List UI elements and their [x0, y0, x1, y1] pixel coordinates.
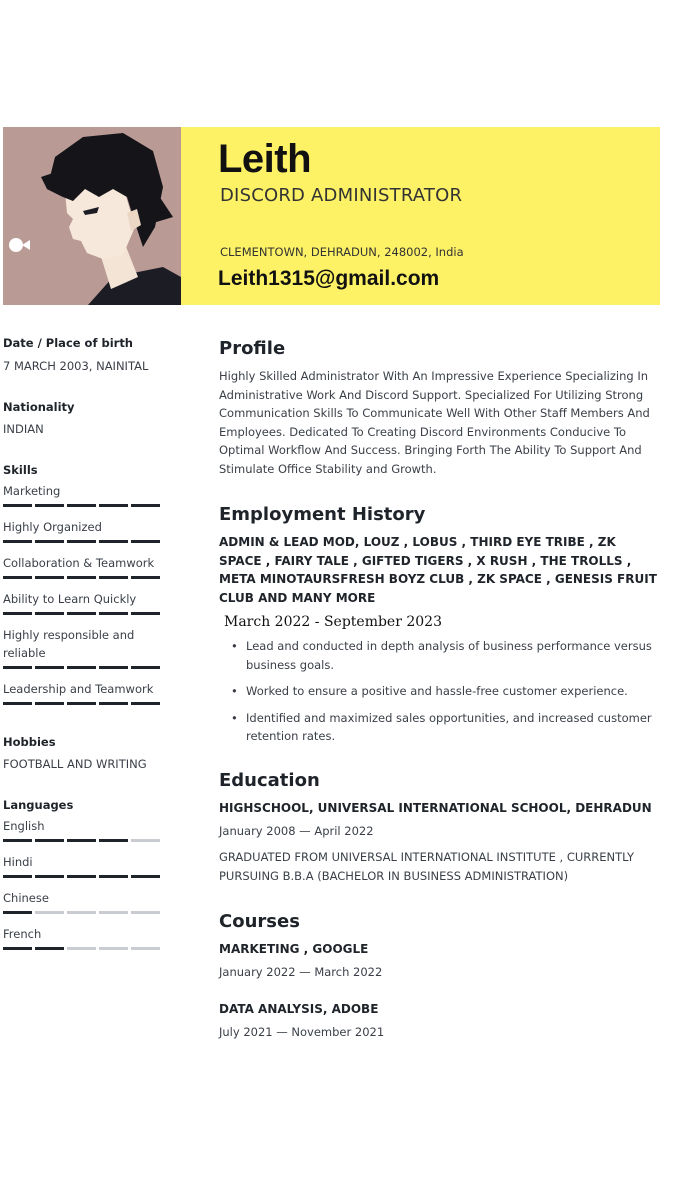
level-segment: [99, 875, 128, 878]
level-segment: [99, 839, 128, 842]
level-segment: [131, 576, 160, 579]
address: CLEMENTOWN, DEHRADUN, 248002, India: [220, 245, 464, 259]
skill-item: [3, 590, 161, 615]
skill-name: Marketing: [3, 484, 61, 498]
skill-level-bar: [3, 540, 161, 543]
language-item: [3, 853, 161, 878]
level-segment: [35, 504, 64, 507]
skill-level-bar: [3, 612, 161, 615]
language-level-bar: [3, 947, 161, 950]
level-segment: [35, 839, 64, 842]
level-segment: [67, 666, 96, 669]
employment-dates: March 2022 - September 2023: [224, 614, 442, 630]
level-segment: [67, 576, 96, 579]
skill-name: Highly Organized: [3, 520, 102, 534]
languages-label: Languages: [3, 798, 74, 812]
level-segment: [67, 947, 96, 950]
level-segment: [99, 504, 128, 507]
level-segment: [131, 911, 160, 914]
language-name: Chinese: [3, 891, 49, 905]
dob-value: 7 MARCH 2003, NAINITAL: [3, 359, 149, 373]
skill-item: [3, 482, 161, 507]
language-name: Hindi: [3, 855, 33, 869]
level-segment: [3, 875, 32, 878]
education-heading: Education: [219, 770, 320, 791]
level-segment: [67, 612, 96, 615]
course-dates: July 2021 — November 2021: [219, 1025, 385, 1039]
level-segment: [99, 702, 128, 705]
header-banner: [181, 127, 660, 305]
level-segment: [3, 540, 32, 543]
email[interactable]: Leith1315@gmail.com: [218, 267, 440, 290]
language-item: [3, 925, 161, 950]
level-segment: [3, 666, 32, 669]
level-segment: [131, 839, 160, 842]
skill-level-bar: [3, 504, 161, 507]
language-level-bar: [3, 839, 161, 842]
level-segment: [3, 504, 32, 507]
level-segment: [35, 666, 64, 669]
hobbies-label: Hobbies: [3, 735, 56, 749]
level-segment: [99, 576, 128, 579]
language-item: [3, 889, 161, 914]
level-segment: [35, 875, 64, 878]
level-segment: [131, 875, 160, 878]
profile-text: Highly Skilled Administrator With An Impressive Experience Specializing In Administrative Work And Discord Support. Specialized For Utilizing Strong Communication Skills To Communicate Well With Other Staff Members And Employees. Dedicated To Creating Discord Environments Conducive To Optimal Workflow And Success. Bringing Forth The Ability To Support And Stimulate Office Stability and Growth.: [219, 369, 650, 476]
level-segment: [131, 540, 160, 543]
skill-name: Ability to Learn Quickly: [3, 592, 137, 606]
anime-portrait-illustration: [3, 127, 181, 305]
skill-name: Highly responsible and reliable: [3, 628, 135, 660]
language-level-bar: [3, 875, 161, 878]
skill-name: Leadership and Teamwork: [3, 682, 154, 696]
skill-name: Collaboration & Teamwork: [3, 556, 155, 570]
skill-level-bar: [3, 576, 161, 579]
profile-heading: Profile: [219, 338, 286, 359]
course-dates: January 2022 — March 2022: [219, 965, 383, 979]
level-segment: [35, 612, 64, 615]
language-item: [3, 817, 161, 842]
candidate-name: Leith: [218, 137, 312, 181]
level-segment: [99, 612, 128, 615]
skills-label: Skills: [3, 463, 38, 477]
level-segment: [67, 911, 96, 914]
skill-item: [3, 626, 161, 669]
language-name: English: [3, 819, 45, 833]
course-title: MARKETING , GOOGLE: [219, 942, 369, 956]
job-title: DISCORD ADMINISTRATOR: [220, 185, 463, 206]
skill-level-bar: [3, 702, 161, 705]
employment-title: ADMIN & LEAD MOD, LOUZ , LOBUS , THIRD EYE TRIBE , ZK SPACE , FAIRY TALE , GIFTED TIGERS , X RUSH , THE TROLLS , META MINOTAURSFRESH BOYZ CLUB , ZK SPACE , GENESIS FRUIT CLUB AND MANY MORE: [219, 535, 657, 605]
skill-item: [3, 518, 161, 543]
hobbies-value: FOOTBALL AND WRITING: [3, 757, 147, 771]
level-segment: [3, 612, 32, 615]
level-segment: [67, 504, 96, 507]
level-segment: [3, 576, 32, 579]
skill-item: [3, 680, 161, 705]
level-segment: [131, 947, 160, 950]
bullet-list: [219, 637, 659, 746]
resume-header: [3, 127, 660, 305]
language-level-bar: [3, 911, 161, 914]
language-name: French: [3, 927, 42, 941]
level-segment: [67, 702, 96, 705]
level-segment: [35, 947, 64, 950]
level-segment: [35, 702, 64, 705]
nationality-label: Nationality: [3, 400, 75, 414]
employment-heading: Employment History: [219, 504, 426, 525]
level-segment: [131, 666, 160, 669]
list-item: • Worked to ensure a positive and hassle-free customer experience.: [219, 682, 659, 701]
education-title: HIGHSCHOOL, UNIVERSAL INTERNATIONAL SCHOOL, DEHRADUN: [219, 801, 652, 815]
level-segment: [3, 911, 32, 914]
level-segment: [131, 702, 160, 705]
level-segment: [3, 702, 32, 705]
level-segment: [35, 540, 64, 543]
level-segment: [35, 576, 64, 579]
level-segment: [131, 612, 160, 615]
courses-heading: Courses: [219, 911, 300, 932]
level-segment: [99, 540, 128, 543]
level-segment: [35, 911, 64, 914]
education-dates: January 2008 — April 2022: [219, 824, 374, 838]
level-segment: [3, 947, 32, 950]
level-segment: [99, 947, 128, 950]
level-segment: [131, 504, 160, 507]
level-segment: [67, 540, 96, 543]
education-text: GRADUATED FROM UNIVERSAL INTERNATIONAL INSTITUTE , CURRENTLY PURSUING B.B.A (BACHELOR IN BUSINESS ADMINISTRATION): [219, 850, 635, 883]
list-item: • Lead and conducted in depth analysis of business performance versus business goals.: [219, 637, 659, 674]
level-segment: [67, 839, 96, 842]
level-segment: [67, 875, 96, 878]
level-segment: [99, 666, 128, 669]
list-item: • Identified and maximized sales opportunities, and increased customer retention rates.: [219, 709, 659, 746]
avatar: [3, 127, 181, 305]
dob-label: Date / Place of birth: [3, 336, 133, 350]
level-segment: [3, 839, 32, 842]
skill-item: [3, 554, 161, 579]
course-title: DATA ANALYSIS, ADOBE: [219, 1002, 379, 1016]
level-segment: [99, 911, 128, 914]
nationality-value: INDIAN: [3, 422, 44, 436]
skill-level-bar: [3, 666, 161, 669]
